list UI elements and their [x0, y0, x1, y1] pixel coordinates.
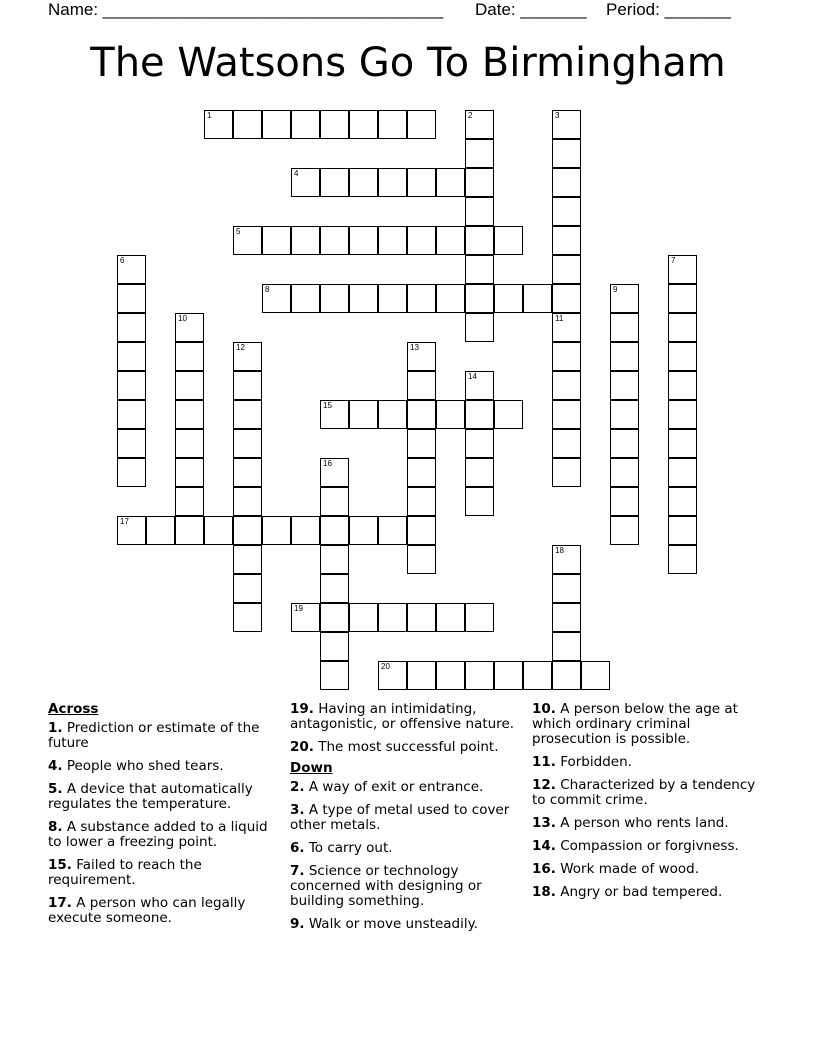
clue-text: A way of exit or entrance. [304, 779, 484, 795]
clue-item [290, 780, 522, 795]
clue-number-label: 15 [323, 401, 332, 410]
grid-cell[interactable] [407, 516, 436, 545]
grid-cell[interactable] [233, 110, 262, 139]
grid-cell[interactable] [668, 400, 697, 429]
grid-cell[interactable] [610, 284, 639, 313]
grid-cell[interactable] [407, 603, 436, 632]
clue-item [290, 740, 522, 755]
grid-cell[interactable] [552, 574, 581, 603]
grid-cell[interactable] [436, 603, 465, 632]
down-clue-list-continued [532, 702, 762, 900]
clue-item [532, 778, 762, 808]
grid-cell[interactable] [668, 313, 697, 342]
clue-text: Compassion or forgivness. [555, 838, 739, 854]
grid-cell[interactable] [436, 168, 465, 197]
grid-cell[interactable] [378, 168, 407, 197]
grid-cell[interactable] [465, 487, 494, 516]
grid-cell[interactable] [320, 661, 349, 690]
grid-cell[interactable] [465, 139, 494, 168]
clue-number: 17. [48, 895, 72, 911]
clue-number-label: 1 [207, 111, 212, 120]
across-clue-list-continued [290, 702, 522, 755]
grid-cell[interactable] [552, 255, 581, 284]
grid-cell[interactable] [465, 661, 494, 690]
clue-number-label: 18 [555, 546, 564, 555]
down-clue-list [290, 780, 522, 932]
grid-cell[interactable] [552, 632, 581, 661]
grid-cell[interactable] [668, 458, 697, 487]
grid-cell[interactable] [378, 110, 407, 139]
grid-cell[interactable] [204, 110, 233, 139]
grid-cell[interactable] [320, 487, 349, 516]
clue-item [48, 820, 278, 850]
grid-cell[interactable] [407, 545, 436, 574]
page-title: The Watsons Go To Birmingham [90, 40, 726, 86]
clue-number: 12. [532, 777, 556, 793]
clue-item [290, 702, 522, 732]
grid-cell[interactable] [233, 603, 262, 632]
clue-number: 10. [532, 701, 556, 717]
grid-cell[interactable] [233, 574, 262, 603]
grid-cell[interactable] [465, 603, 494, 632]
clue-item [532, 862, 762, 877]
grid-cell[interactable] [668, 371, 697, 400]
grid-cell[interactable] [291, 110, 320, 139]
grid-cell[interactable] [610, 342, 639, 371]
clue-number-label: 14 [468, 372, 477, 381]
clue-item [532, 885, 762, 900]
clue-item [48, 721, 278, 751]
clue-number-label: 13 [410, 343, 419, 352]
grid-cell[interactable] [552, 342, 581, 371]
grid-cell[interactable] [494, 400, 523, 429]
clue-text: Science or technology concerned with designing or building something. [290, 863, 482, 909]
grid-cell[interactable] [349, 168, 378, 197]
grid-cell[interactable] [117, 284, 146, 313]
grid-cell[interactable] [465, 197, 494, 226]
clue-text: Characterized by a tendency to commit crime. [532, 777, 756, 808]
clue-number: 8. [48, 819, 63, 835]
clue-text: Prediction or estimate of the future [48, 720, 260, 751]
grid-cell[interactable] [407, 661, 436, 690]
clues-column-1 [48, 702, 278, 934]
grid-cell[interactable] [175, 400, 204, 429]
grid-cell[interactable] [407, 400, 436, 429]
grid-cell[interactable] [320, 603, 349, 632]
grid-cell[interactable] [349, 400, 378, 429]
clue-text: Angry or bad tempered. [555, 884, 723, 900]
grid-cell[interactable] [407, 458, 436, 487]
clue-number: 11. [532, 754, 556, 770]
clue-text: People who shed tears. [62, 758, 224, 774]
grid-cell[interactable] [320, 226, 349, 255]
grid-cell[interactable] [465, 313, 494, 342]
grid-cell[interactable] [552, 458, 581, 487]
clue-text: To carry out. [304, 840, 393, 856]
clue-item [532, 702, 762, 747]
grid-cell[interactable] [378, 284, 407, 313]
clue-item [290, 864, 522, 909]
grid-cell[interactable] [262, 110, 291, 139]
grid-cell[interactable] [436, 661, 465, 690]
clues-column-2 [290, 702, 522, 940]
grid-cell[interactable] [117, 371, 146, 400]
grid-cell[interactable] [175, 458, 204, 487]
grid-cell[interactable] [552, 429, 581, 458]
grid-cell[interactable] [610, 516, 639, 545]
clue-number: 5. [48, 781, 63, 797]
grid-cell[interactable] [668, 284, 697, 313]
grid-cell[interactable] [407, 168, 436, 197]
grid-cell[interactable] [465, 284, 494, 313]
down-heading: Down [290, 760, 333, 776]
clue-item [532, 816, 762, 831]
grid-cell[interactable] [175, 342, 204, 371]
grid-cell[interactable] [291, 516, 320, 545]
grid-cell[interactable] [465, 255, 494, 284]
grid-cell[interactable] [378, 400, 407, 429]
grid-cell[interactable] [320, 632, 349, 661]
clue-text: A device that automatically regulates the temperature. [48, 781, 253, 812]
clue-number: 20. [290, 739, 314, 755]
clue-text: A person who rents land. [555, 815, 729, 831]
clue-number-label: 6 [120, 256, 125, 265]
grid-cell[interactable] [668, 487, 697, 516]
grid-cell[interactable] [581, 661, 610, 690]
grid-cell[interactable] [552, 603, 581, 632]
grid-cell[interactable] [494, 284, 523, 313]
clue-number: 3. [290, 802, 305, 818]
grid-cell[interactable] [175, 429, 204, 458]
grid-cell[interactable] [349, 226, 378, 255]
grid-cell[interactable] [175, 313, 204, 342]
grid-cell[interactable] [668, 255, 697, 284]
clue-item [48, 858, 278, 888]
grid-cell[interactable] [668, 342, 697, 371]
clue-number-label: 4 [294, 169, 299, 178]
grid-cell[interactable] [117, 400, 146, 429]
clue-number-label: 17 [120, 517, 129, 526]
grid-cell[interactable] [494, 661, 523, 690]
clue-number-label: 16 [323, 459, 332, 468]
grid-cell[interactable] [291, 603, 320, 632]
clue-number: 15. [48, 857, 72, 873]
grid-cell[interactable] [552, 110, 581, 139]
clue-text: A person below the age at which ordinary criminal prosecution is possible. [532, 701, 738, 747]
grid-cell[interactable] [117, 458, 146, 487]
grid-cell[interactable] [552, 545, 581, 574]
clue-number: 16. [532, 861, 556, 877]
clue-number: 19. [290, 701, 314, 717]
clue-item [48, 896, 278, 926]
grid-cell[interactable] [320, 284, 349, 313]
clue-text: Forbidden. [555, 754, 632, 770]
grid-cell[interactable] [320, 516, 349, 545]
grid-cell[interactable] [552, 313, 581, 342]
grid-cell[interactable] [233, 458, 262, 487]
grid-cell[interactable] [465, 168, 494, 197]
grid-cell[interactable] [233, 545, 262, 574]
grid-cell[interactable] [610, 487, 639, 516]
grid-cell[interactable] [117, 313, 146, 342]
clue-number: 18. [532, 884, 556, 900]
grid-cell[interactable] [291, 168, 320, 197]
across-clue-list [48, 721, 278, 926]
grid-cell[interactable] [523, 284, 552, 313]
grid-cell[interactable] [233, 429, 262, 458]
grid-cell[interactable] [552, 197, 581, 226]
grid-cell[interactable] [552, 168, 581, 197]
grid-cell[interactable] [552, 371, 581, 400]
date-field[interactable]: Date: _______ [475, 0, 587, 19]
clue-number-label: 19 [294, 604, 303, 613]
clue-item [48, 759, 278, 774]
clue-item [290, 841, 522, 856]
clue-number: 6. [290, 840, 305, 856]
name-field[interactable]: Name: ____________________________________ [48, 0, 444, 19]
across-heading: Across [48, 701, 99, 717]
grid-cell[interactable] [552, 400, 581, 429]
grid-cell[interactable] [552, 226, 581, 255]
grid-cell[interactable] [610, 371, 639, 400]
grid-cell[interactable] [494, 226, 523, 255]
grid-cell[interactable] [349, 516, 378, 545]
grid-cell[interactable] [233, 400, 262, 429]
grid-cell[interactable] [407, 284, 436, 313]
grid-cell[interactable] [552, 284, 581, 313]
grid-cell[interactable] [233, 516, 262, 545]
grid-cell[interactable] [436, 226, 465, 255]
clue-text: Having an intimidating, antagonistic, or offensive nature. [290, 701, 515, 732]
grid-cell[interactable] [262, 226, 291, 255]
clue-number: 7. [290, 863, 305, 879]
clue-number-label: 8 [265, 285, 270, 294]
grid-cell[interactable] [175, 516, 204, 545]
clues-column-3 [532, 702, 762, 908]
clue-number-label: 20 [381, 662, 390, 671]
grid-cell[interactable] [465, 400, 494, 429]
clue-number-label: 9 [613, 285, 618, 294]
clue-number: 13. [532, 815, 556, 831]
grid-cell[interactable] [668, 429, 697, 458]
grid-cell[interactable] [668, 545, 697, 574]
grid-cell[interactable] [378, 226, 407, 255]
grid-cell[interactable] [117, 516, 146, 545]
period-field[interactable]: Period: _______ [606, 0, 731, 19]
clue-text: A person who can legally execute someone. [48, 895, 246, 926]
grid-cell[interactable] [610, 458, 639, 487]
grid-cell[interactable] [465, 371, 494, 400]
grid-cell[interactable] [436, 400, 465, 429]
clue-number-label: 11 [555, 314, 564, 323]
grid-cell[interactable] [465, 110, 494, 139]
clue-text: A type of metal used to cover other metals. [290, 802, 510, 833]
grid-cell[interactable] [146, 516, 175, 545]
grid-cell[interactable] [465, 429, 494, 458]
grid-cell[interactable] [378, 516, 407, 545]
grid-cell[interactable] [523, 661, 552, 690]
clue-number-label: 2 [468, 111, 473, 120]
grid-cell[interactable] [378, 603, 407, 632]
grid-cell[interactable] [465, 458, 494, 487]
grid-cell[interactable] [117, 342, 146, 371]
clue-item [532, 839, 762, 854]
grid-cell[interactable] [610, 400, 639, 429]
grid-cell[interactable] [407, 429, 436, 458]
grid-cell[interactable] [407, 371, 436, 400]
grid-cell[interactable] [320, 168, 349, 197]
clue-text: Failed to reach the requirement. [48, 857, 202, 888]
grid-cell[interactable] [668, 516, 697, 545]
grid-cell[interactable] [552, 661, 581, 690]
clue-number-label: 5 [236, 227, 241, 236]
grid-cell[interactable] [204, 516, 233, 545]
clue-number: 2. [290, 779, 305, 795]
clue-number: 1. [48, 720, 63, 736]
grid-cell[interactable] [349, 110, 378, 139]
grid-cell[interactable] [233, 371, 262, 400]
clue-text: Work made of wood. [555, 861, 700, 877]
grid-cell[interactable] [233, 487, 262, 516]
grid-cell[interactable] [465, 226, 494, 255]
clue-number-label: 10 [178, 314, 187, 323]
grid-cell[interactable] [320, 110, 349, 139]
grid-cell[interactable] [117, 429, 146, 458]
clue-item [48, 782, 278, 812]
grid-cell[interactable] [262, 284, 291, 313]
grid-cell[interactable] [436, 284, 465, 313]
grid-cell[interactable] [378, 661, 407, 690]
grid-cell[interactable] [291, 284, 320, 313]
grid-cell[interactable] [320, 545, 349, 574]
grid-cell[interactable] [552, 139, 581, 168]
grid-cell[interactable] [349, 284, 378, 313]
grid-cell[interactable] [407, 342, 436, 371]
clue-number: 4. [48, 758, 63, 774]
grid-cell[interactable] [175, 487, 204, 516]
grid-cell[interactable] [320, 574, 349, 603]
clue-number: 14. [532, 838, 556, 854]
grid-cell[interactable] [407, 226, 436, 255]
grid-cell[interactable] [233, 226, 262, 255]
grid-cell[interactable] [407, 110, 436, 139]
grid-cell[interactable] [349, 603, 378, 632]
clue-number: 9. [290, 916, 305, 932]
grid-cell[interactable] [610, 313, 639, 342]
grid-cell[interactable] [610, 429, 639, 458]
grid-cell[interactable] [262, 516, 291, 545]
grid-cell[interactable] [233, 342, 262, 371]
clue-text: The most successful point. [313, 739, 499, 755]
clue-item [290, 917, 522, 932]
clue-text: A substance added to a liquid to lower a freezing point. [48, 819, 268, 850]
clue-number-label: 12 [236, 343, 245, 352]
clue-number-label: 7 [671, 256, 676, 265]
grid-cell[interactable] [320, 458, 349, 487]
grid-cell[interactable] [117, 255, 146, 284]
clue-text: Walk or move unsteadily. [304, 916, 478, 932]
grid-cell[interactable] [175, 371, 204, 400]
clue-item [290, 803, 522, 833]
grid-cell[interactable] [407, 487, 436, 516]
clue-number-label: 3 [555, 111, 560, 120]
grid-cell[interactable] [291, 226, 320, 255]
clue-item [532, 755, 762, 770]
grid-cell[interactable] [320, 400, 349, 429]
